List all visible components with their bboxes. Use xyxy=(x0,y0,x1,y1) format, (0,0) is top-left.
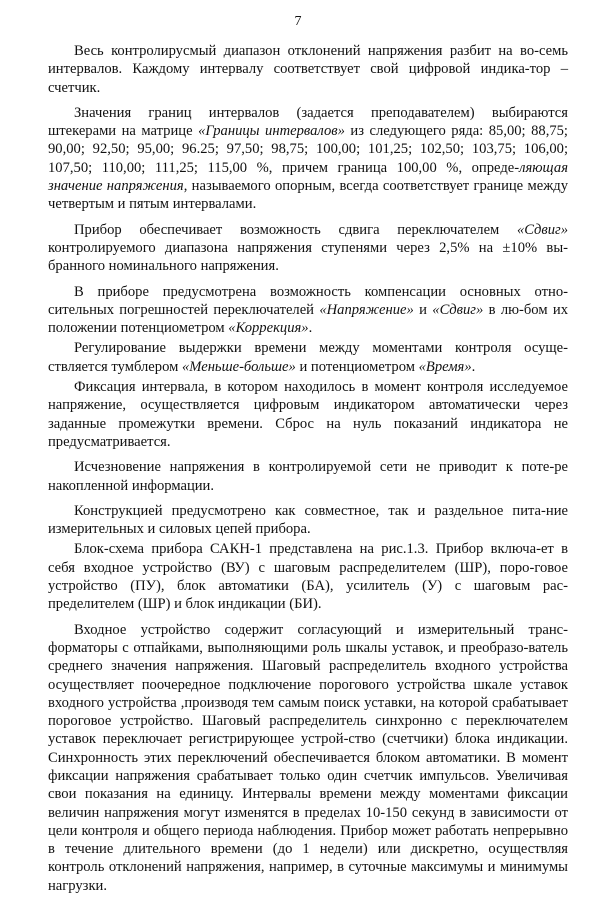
paragraph-7 xyxy=(48,458,568,495)
text-segment: Фиксация интервала, в котором находилось в момент контроля исследуемое напряжение, осуществляется цифровым индикатором автоматически через заданные промежутки времени. Сброс на нуль показаний индикатора не предусматривается. xyxy=(48,379,568,450)
paragraph-1 xyxy=(48,42,568,97)
italic-term: «Границы интервалов» xyxy=(198,123,345,140)
paragraph-3 xyxy=(48,221,568,276)
text-segment: контролируемого диапазона напряжения ступенями через 2,5% на ±10% вы-бранного номинального напряжения. xyxy=(48,239,568,275)
text-segment: Исчезновение напряжения в контролируемой сети не приводит к поте-ре накопленной информации. xyxy=(48,459,568,494)
text-segment: . xyxy=(471,358,476,375)
text-segment: Конструкцией предусмотрено как совместное, так и раздельное пита-ние измерительных и силовых цепей прибора. xyxy=(48,502,568,538)
text-segment: Блок-схема прибора САКН-1 представлена на рис.1.3. Прибор включа-ет в себя входное устройство (ВУ) с шаговым распределителем (ШР), поро-говое устройство (ПУ), блок автоматики (БА), усилитель (У) с шаговым рас-пределителем (ШР) и блок индикации (БИ). xyxy=(48,541,568,613)
text-segment: из следующего ряда: 85,00; 88,75; 90,00; 92,50; 95,00; 96.25; 97,50; 98,75; 100,00; 101,25; 102,50; 103,75; 106,00; 107,50; 110,00; 111,25; 115,00 %, причем граница 100,00 %, опреде- xyxy=(48,123,568,176)
page-number: 7 xyxy=(294,14,302,29)
text-segment: и потенциометром xyxy=(295,358,419,375)
text-segment: , называемого опорным, всегда соответствует границе между четвертым и пятым интервалами. xyxy=(48,178,568,213)
italic-term: «Меньше-больше» xyxy=(181,358,296,375)
paragraph-9 xyxy=(48,540,568,613)
paragraph-2 xyxy=(48,104,568,214)
text-segment: Весь контролирусмый диапазон отклонений напряжения разбит на во-семь интервалов. Каждому интервалу соответствует свой цифровой индика-тор – счетчик. xyxy=(48,43,568,96)
paragraph-8 xyxy=(48,502,568,539)
italic-term: «Напряжение» xyxy=(319,301,414,318)
body-text xyxy=(48,42,568,897)
italic-term: ляющая значение напряжения xyxy=(48,159,568,195)
text-segment: Входное устройство содержит согласующий и измерительный транс-форматоры с отпайками, выполняющими роль шкалы уставок, и преобразо-ватель среднего значения напряжения. Шаговый распределитель входного устройства осуществляет поочередное подключение порогового устройства шкале уставок входного устройства ,производя тем самым поиск уставки, на которой срабатывает пороговое устройство. Шаговый распределитель синхронно с переключателем уставок переключает регистрирующее устрой-ство (счетчики) блока индикации. Синхронность этих переключений обеспечивается блоком автоматики. В момент фиксации напряжения срабатывает только один счетчик импульсов. Увеличивая свои показания на единицу. Интервалы времени между моментами фиксации величин напряжения могут изменятся в пределах 10-150 секунд в зависимости от цели контроля и общего периода наблюдения. Прибор может работать непрерывно в течение длительного времени (до 1 недели) или дискретно, осуществляя контроль отклонений напряжения, например, в суточные максимумы и минимумы нагрузки. xyxy=(48,621,568,894)
text-segment: Значения границ интервалов (задается преподавателем) выбираются штекерами на матрице xyxy=(48,104,568,140)
text-segment: В приборе предусмотрена возможность компенсации основных отно-сительных погрешностей переключателей xyxy=(48,283,568,318)
text-segment: . xyxy=(308,320,313,337)
text-segment: Регулирование выдержки времени между моментами контроля осуще-ствляется тумблером xyxy=(48,340,568,375)
paragraph-6 xyxy=(48,378,568,451)
text-segment: в лю-бом их положении потенциометром xyxy=(48,301,568,337)
text-segment: Прибор обеспечивает возможность сдвига переключателем xyxy=(74,221,517,238)
paragraph-5 xyxy=(48,339,568,376)
paragraph-10 xyxy=(48,621,568,895)
italic-term: «Сдвиг» xyxy=(516,221,568,238)
italic-term: «Коррекция» xyxy=(228,320,309,337)
italic-term: «Сдвиг» xyxy=(432,301,484,318)
text-segment: и xyxy=(413,301,433,318)
paragraph-4 xyxy=(48,283,568,338)
italic-term: «Время» xyxy=(418,358,472,375)
